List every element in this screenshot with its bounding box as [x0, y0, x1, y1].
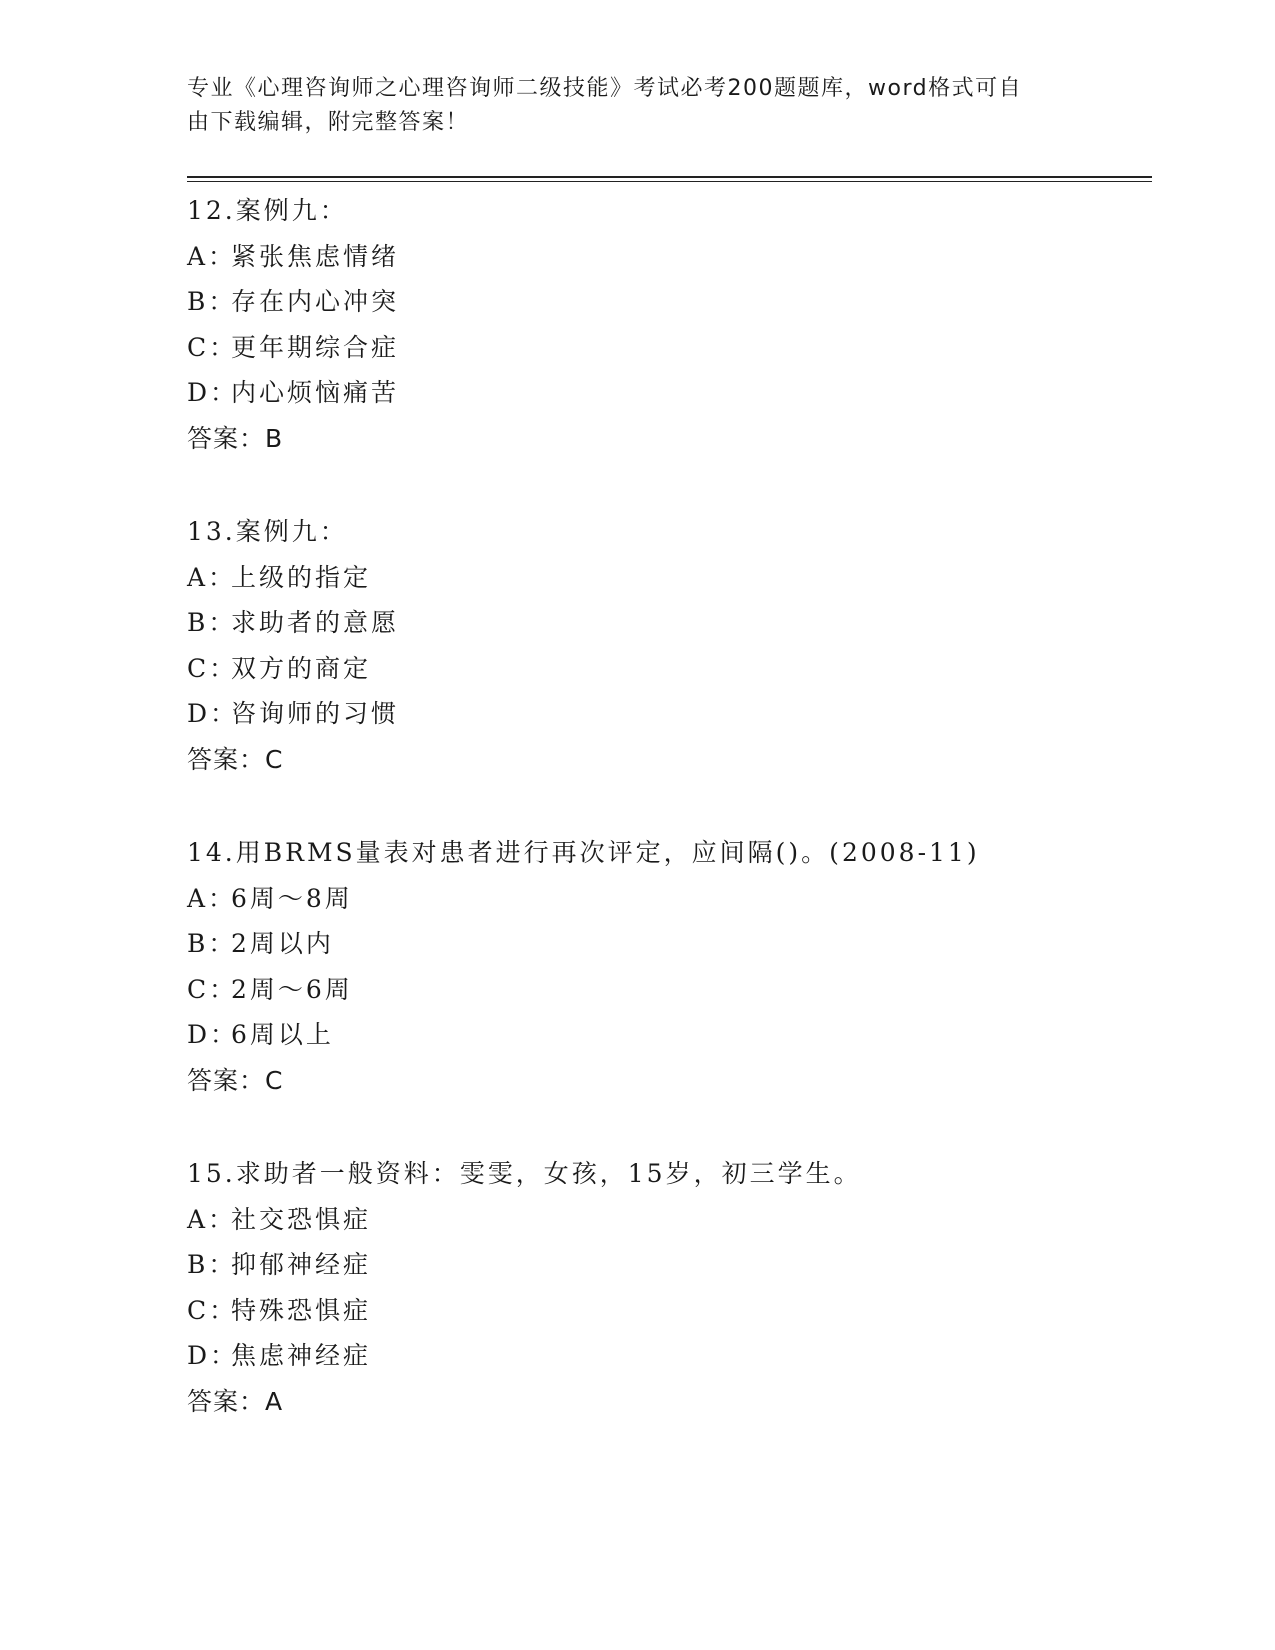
option-letter: A：: [187, 562, 237, 592]
option-text: 2周以内: [231, 929, 334, 958]
option-text: 焦虑神经症: [231, 1341, 372, 1370]
option-text: 咨询师的习惯: [231, 699, 400, 728]
option-letter: B：: [187, 1250, 237, 1279]
question-15: [187, 1151, 1147, 1424]
option-letter: B：: [187, 287, 237, 316]
option-letter: C：: [187, 1295, 238, 1325]
answer-line: 答案：C: [187, 1065, 284, 1095]
option-text: 2周～6周: [231, 974, 353, 1004]
answer-line: 答案：C: [187, 744, 284, 774]
option-a: [187, 1197, 1147, 1243]
question-stem: 12.案例九：: [187, 196, 348, 225]
option-letter: A：: [187, 241, 237, 271]
question-stem: 13.案例九：: [187, 517, 348, 546]
option-letter: D：: [187, 699, 239, 728]
option-c: [187, 1288, 1147, 1334]
option-text: 6周～8周: [231, 883, 353, 913]
option-text: 内心烦恼痛苦: [231, 378, 400, 407]
question-12: [187, 188, 1147, 461]
option-a: [187, 234, 1147, 280]
option-d: [187, 1012, 1147, 1058]
option-letter: C：: [187, 974, 238, 1004]
option-b: [187, 1242, 1147, 1288]
option-c: [187, 646, 1147, 692]
question-stem: 15.求助者一般资料：雯雯，女孩，15岁，初三学生。: [187, 1159, 862, 1188]
option-text: 抑郁神经症: [231, 1250, 372, 1279]
header-title-line-2: 由下载编辑，附完整答案！: [187, 110, 470, 135]
option-letter: A：: [187, 1204, 237, 1234]
question-14: [187, 830, 1147, 1103]
option-c: [187, 325, 1147, 371]
option-letter: D：: [187, 1341, 239, 1370]
option-text: 紧张焦虑情绪: [231, 241, 400, 271]
answer-line: 答案：B: [187, 423, 284, 453]
option-a: [187, 555, 1147, 601]
answer-line: 答案：A: [187, 1386, 284, 1416]
option-letter: C：: [187, 653, 238, 683]
option-a: [187, 876, 1147, 922]
question-list: [187, 188, 1147, 1472]
option-d: [187, 691, 1147, 737]
option-letter: B：: [187, 608, 237, 637]
option-c: [187, 967, 1147, 1013]
option-letter: B：: [187, 929, 237, 958]
option-b: [187, 921, 1147, 967]
option-b: [187, 279, 1147, 325]
header-title-line-1: 专业《心理咨询师之心理咨询师二级技能》考试必考200题题库，word格式可自: [187, 76, 1023, 101]
document-header: [187, 72, 1067, 140]
option-text: 更年期综合症: [231, 332, 400, 362]
option-d: [187, 370, 1147, 416]
option-text: 求助者的意愿: [231, 608, 400, 637]
option-b: [187, 600, 1147, 646]
option-letter: D：: [187, 378, 239, 407]
option-text: 6周以上: [231, 1020, 334, 1049]
option-text: 社交恐惧症: [231, 1204, 372, 1234]
option-letter: C：: [187, 332, 238, 362]
option-d: [187, 1333, 1147, 1379]
option-text: 双方的商定: [231, 653, 372, 683]
option-letter: D：: [187, 1020, 239, 1049]
question-13: [187, 509, 1147, 782]
question-stem: 14.用BRMS量表对患者进行再次评定，应间隔()。(2008-11): [187, 838, 980, 867]
option-text: 上级的指定: [231, 562, 372, 592]
header-divider: [187, 176, 1152, 182]
option-text: 存在内心冲突: [231, 287, 400, 316]
option-text: 特殊恐惧症: [231, 1295, 372, 1325]
option-letter: A：: [187, 883, 237, 913]
